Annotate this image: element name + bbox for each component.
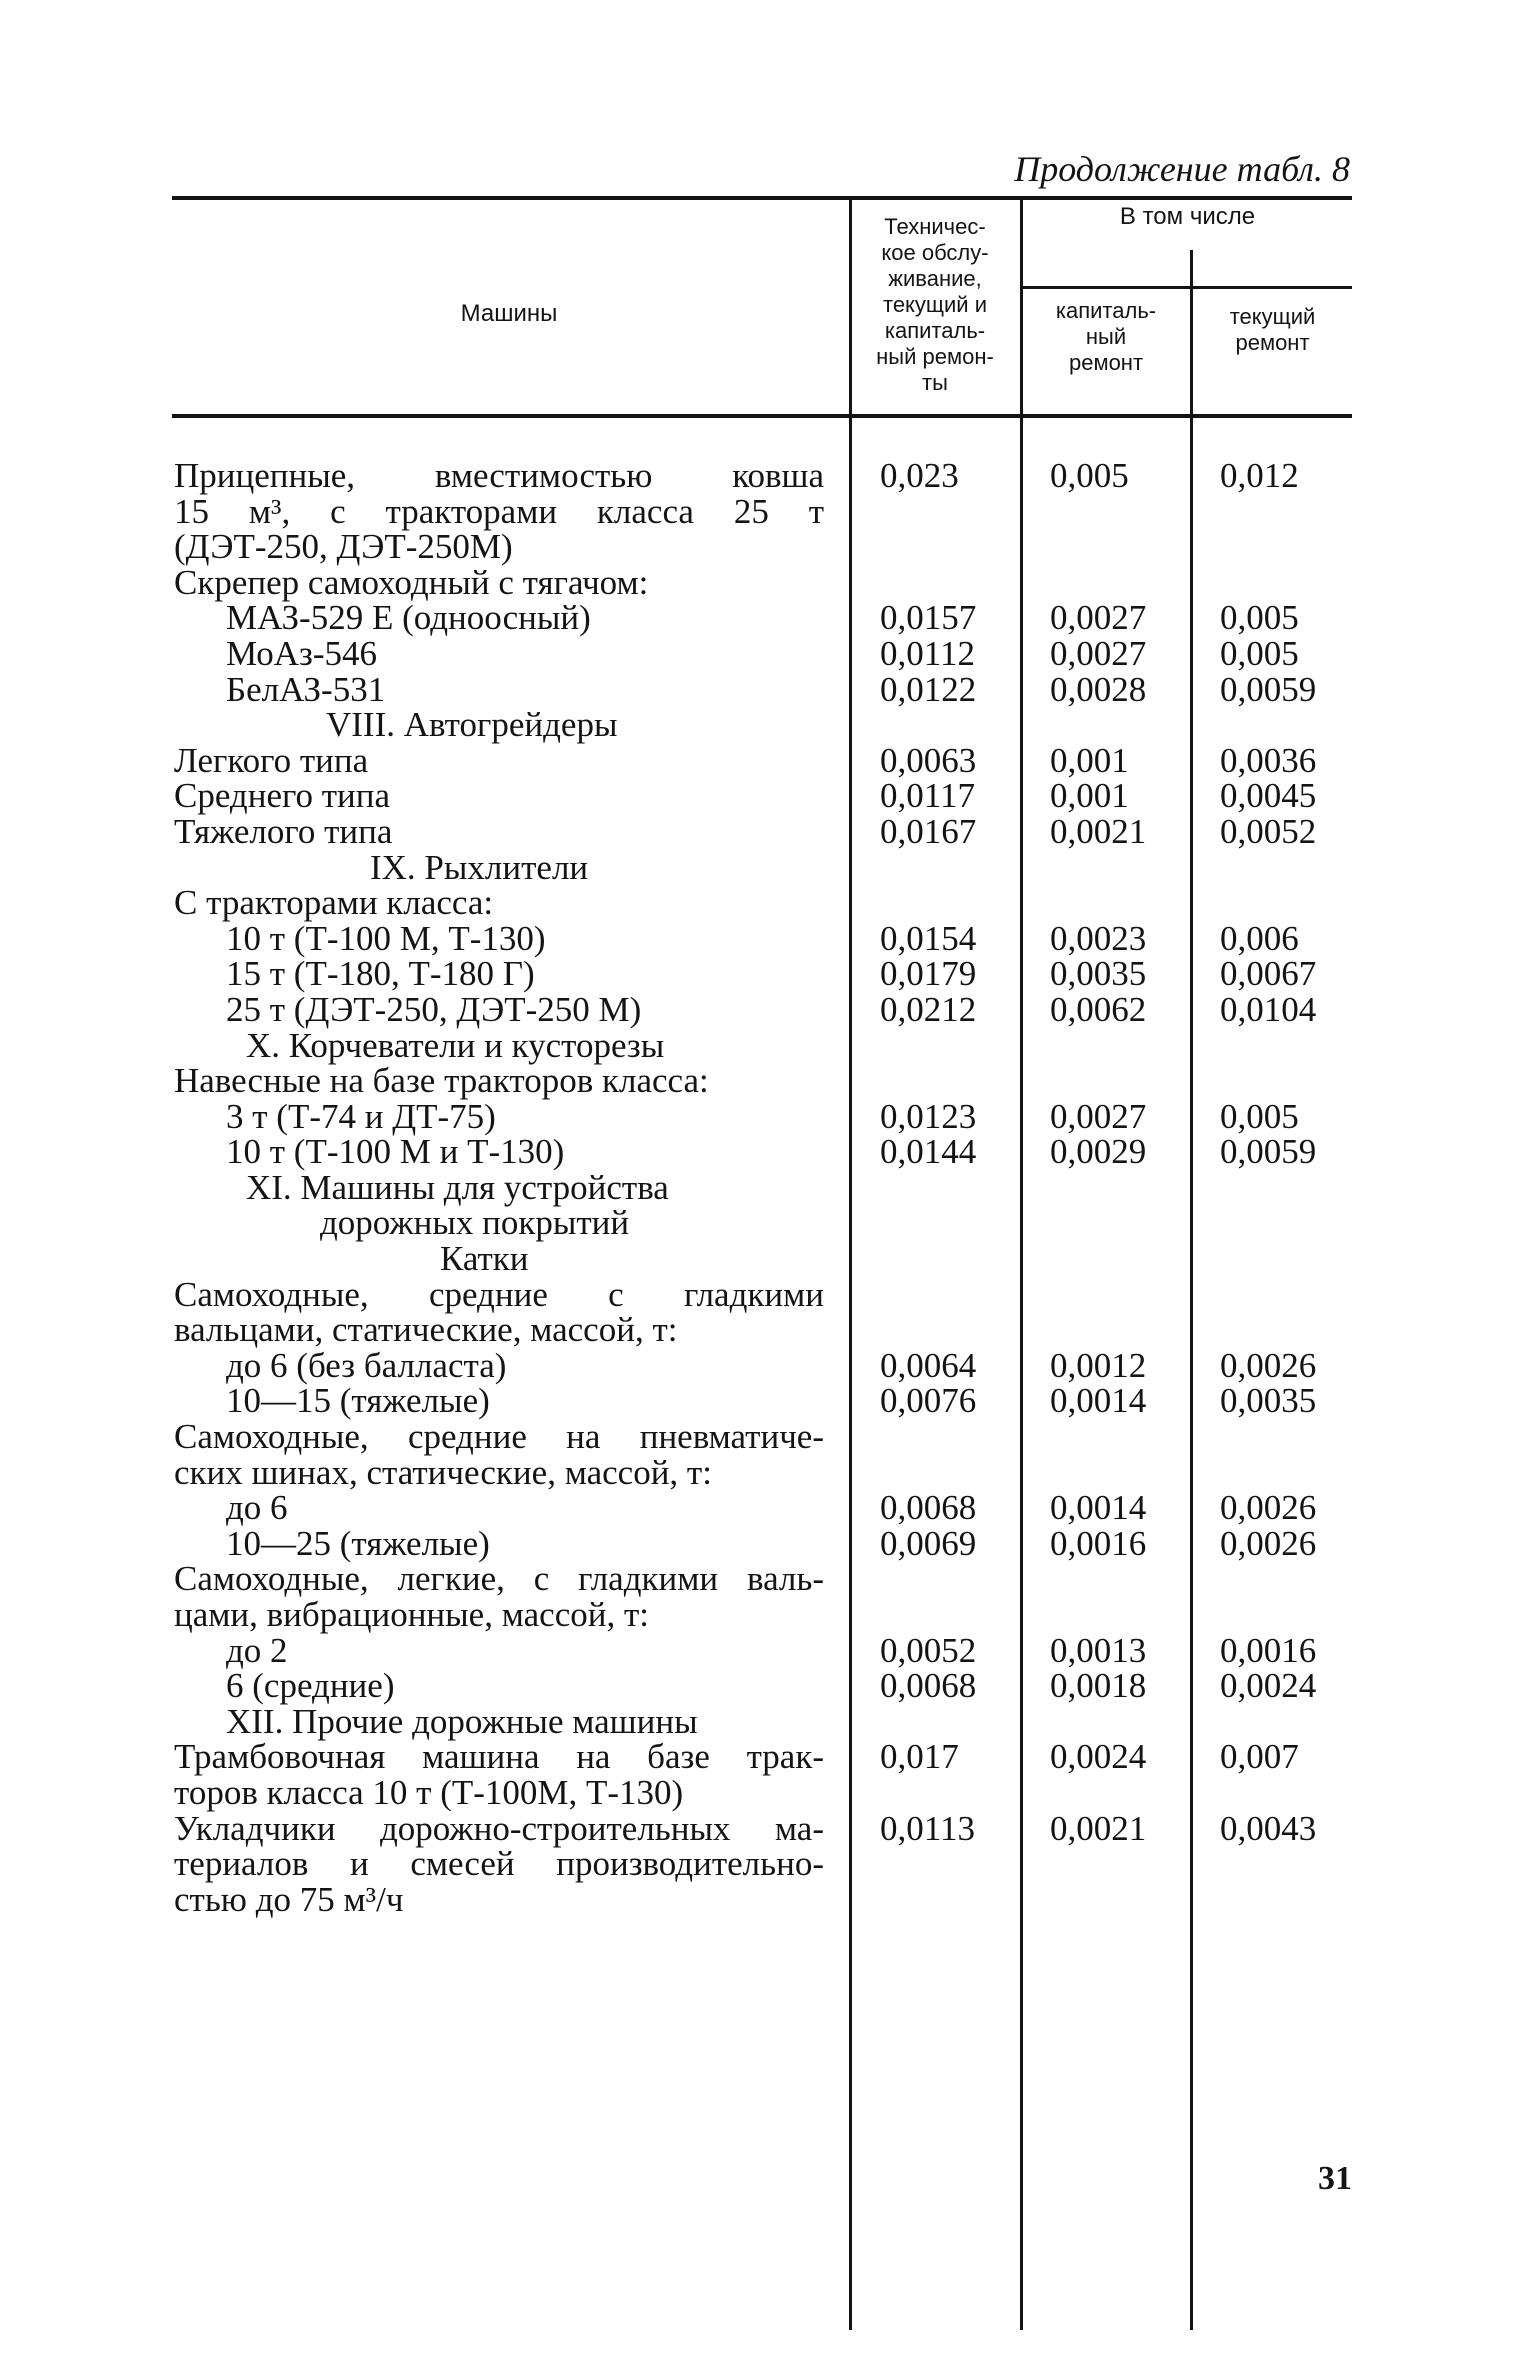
- value-cell: 0,0122: [880, 669, 977, 709]
- row-label: 10—15 (тяжелые): [226, 1381, 490, 1421]
- value-cell: [1050, 1063, 1146, 1099]
- value-cell: 0,0112: [880, 633, 975, 673]
- value-cell: 0,0029: [1050, 1132, 1147, 1172]
- value-cell: 0,007: [1220, 1737, 1299, 1777]
- value-cell: 0,0144: [880, 1132, 977, 1172]
- page-number: 31: [1318, 2160, 1352, 2197]
- value-cell: [1220, 885, 1316, 921]
- value-cell: 0,0021: [1050, 1808, 1147, 1848]
- value-cell: [1050, 1277, 1146, 1313]
- value-cell: [1220, 1241, 1316, 1277]
- value-cell: 0,005: [1050, 456, 1129, 495]
- row-label: 10—25 (тяжелые): [226, 1523, 490, 1563]
- value-cell: [1220, 529, 1316, 565]
- value-cell: [880, 529, 976, 565]
- value-cell: [1050, 1882, 1146, 1918]
- value-cell: 0,0212: [880, 989, 977, 1029]
- value-cell: 0,023: [880, 456, 959, 495]
- value-cell: [1220, 1063, 1316, 1099]
- value-cell: 0,0027: [1050, 633, 1147, 673]
- column-divider-3: [1190, 250, 1193, 2330]
- row-label: ских шинах, статические, массой, т:: [174, 1452, 712, 1492]
- row-label: 25 т (ДЭТ-250, ДЭТ-250 М): [226, 989, 642, 1029]
- value-cell: [880, 1597, 976, 1633]
- row-label: Среднего типа: [174, 776, 391, 816]
- value-cell: 0,0064: [880, 1345, 977, 1385]
- row-label: Навесные на базе тракторов класса:: [174, 1061, 709, 1101]
- value-cell: 0,0063: [880, 740, 977, 780]
- row-label: вальцами, статические, массой, т:: [174, 1310, 678, 1350]
- value-cell: 0,0059: [1220, 1132, 1317, 1172]
- value-cell: 0,0012: [1050, 1345, 1147, 1385]
- col-technical: [880, 458, 976, 1917]
- row-label: Укладчики дорожно-строительных ма-: [174, 1808, 824, 1848]
- value-cell: [1050, 1597, 1146, 1633]
- value-cell: [1050, 1419, 1146, 1455]
- row-label: до 6: [226, 1488, 288, 1528]
- value-cell: [880, 1277, 976, 1313]
- section-heading: IX. Рыхлители: [370, 847, 589, 887]
- value-cell: 0,005: [1220, 1096, 1299, 1136]
- value-cell: [880, 707, 976, 743]
- value-cell: 0,0035: [1220, 1381, 1317, 1421]
- value-cell: 0,0014: [1050, 1488, 1147, 1528]
- subheader-rule: [1020, 286, 1352, 289]
- row-label: Прицепные, вместимостью ковша: [174, 456, 824, 495]
- row-label: 3 т (Т-74 и ДТ-75): [226, 1096, 496, 1136]
- value-cell: 0,0123: [880, 1096, 977, 1136]
- value-cell: [1050, 850, 1146, 886]
- header-capital: капиталь- ный ремонт: [1055, 298, 1157, 375]
- value-cell: [1050, 1561, 1146, 1597]
- header-machines: Машины: [460, 300, 558, 327]
- value-cell: 0,0179: [880, 954, 977, 994]
- value-cell: [1220, 1704, 1316, 1740]
- value-cell: [880, 850, 976, 886]
- value-cell: 0,0026: [1220, 1488, 1317, 1528]
- section-heading: X. Корчеватели и кусторезы: [246, 1025, 665, 1065]
- value-cell: 0,0013: [1050, 1630, 1147, 1670]
- value-cell: [1050, 565, 1146, 601]
- value-cell: 0,0068: [880, 1488, 977, 1528]
- value-cell: [1220, 1419, 1316, 1455]
- value-cell: 0,0026: [1220, 1345, 1317, 1385]
- row-label: Самоходные, средние на пневматиче-: [174, 1417, 824, 1457]
- column-divider-2: [1020, 200, 1023, 2330]
- row-label: 15 м³, с тракторами класса 25 т: [174, 491, 824, 531]
- value-cell: [1220, 1170, 1316, 1206]
- value-cell: [1050, 885, 1146, 921]
- value-cell: [1220, 565, 1316, 601]
- header-technical: Техничес- кое обслу- живание, текущий и капиталь- ный ремон- ты: [876, 214, 994, 395]
- value-cell: [1050, 1170, 1146, 1206]
- row-label: 10 т (Т-100 М и Т-130): [226, 1132, 565, 1172]
- section-heading: XII. Прочие дорожные машины: [226, 1701, 698, 1741]
- value-cell: [1220, 1882, 1316, 1918]
- value-cell: 0,0045: [1220, 776, 1317, 816]
- value-cell: 0,0024: [1050, 1737, 1147, 1777]
- value-cell: 0,0104: [1220, 989, 1317, 1029]
- value-cell: [1220, 1277, 1316, 1313]
- value-cell: 0,0016: [1050, 1523, 1147, 1563]
- row-label: Тяжелого типа: [174, 811, 393, 851]
- value-cell: [880, 1419, 976, 1455]
- value-cell: 0,0018: [1050, 1666, 1147, 1706]
- value-cell: 0,005: [1220, 633, 1299, 673]
- value-cell: [1050, 529, 1146, 565]
- value-cell: 0,0117: [880, 776, 975, 816]
- value-cell: [880, 1846, 976, 1882]
- value-cell: 0,0076: [880, 1381, 977, 1421]
- value-cell: [1050, 1028, 1146, 1064]
- value-cell: 0,0027: [1050, 598, 1147, 638]
- row-label: Самоходные, средние с гладкими: [174, 1274, 824, 1314]
- value-cell: 0,0023: [1050, 918, 1147, 958]
- value-cell: [1220, 1597, 1316, 1633]
- value-cell: [880, 1063, 976, 1099]
- section-heading: XI. Машины для устройства: [246, 1167, 669, 1207]
- value-cell: [1220, 1028, 1316, 1064]
- value-cell: [880, 885, 976, 921]
- value-cell: 0,0067: [1220, 954, 1317, 994]
- row-label: С тракторами класса:: [174, 883, 494, 923]
- header-current: текущий ремонт: [1229, 304, 1316, 355]
- row-label: Самоходные, легкие, с гладкими валь-: [174, 1559, 824, 1599]
- section-heading: дорожных покрытий: [320, 1203, 630, 1243]
- value-cell: 0,006: [1220, 918, 1299, 958]
- value-cell: 0,0167: [880, 811, 977, 851]
- value-cell: [1220, 1775, 1316, 1811]
- value-cell: [880, 1455, 976, 1491]
- header-bottom-rule: [172, 414, 1352, 418]
- row-label: 15 т (Т-180, Т-180 Г): [226, 954, 535, 994]
- value-cell: 0,0026: [1220, 1523, 1317, 1563]
- row-label: 6 (средние): [226, 1666, 395, 1706]
- value-cell: [880, 1241, 976, 1277]
- value-cell: 0,0016: [1220, 1630, 1317, 1670]
- value-cell: 0,0059: [1220, 669, 1317, 709]
- value-cell: [1050, 494, 1146, 530]
- value-cell: [1220, 1205, 1316, 1241]
- value-cell: 0,005: [1220, 598, 1299, 638]
- value-cell: 0,0021: [1050, 811, 1147, 851]
- value-cell: [1220, 494, 1316, 530]
- value-cell: 0,0014: [1050, 1381, 1147, 1421]
- value-cell: [1050, 1205, 1146, 1241]
- section-heading: VIII. Автогрейдеры: [326, 705, 618, 745]
- value-cell: 0,017: [880, 1737, 959, 1777]
- section-heading: Катки: [440, 1239, 529, 1279]
- value-cell: 0,0052: [880, 1630, 977, 1670]
- value-cell: [880, 1312, 976, 1348]
- value-cell: 0,001: [1050, 740, 1129, 780]
- value-cell: [1050, 1455, 1146, 1491]
- value-cell: 0,0154: [880, 918, 977, 958]
- value-cell: [880, 1775, 976, 1811]
- value-cell: 0,0024: [1220, 1666, 1317, 1706]
- value-cell: 0,0069: [880, 1523, 977, 1563]
- value-cell: 0,0028: [1050, 669, 1147, 709]
- value-cell: 0,0035: [1050, 954, 1147, 994]
- value-cell: [880, 1205, 976, 1241]
- value-cell: 0,0036: [1220, 740, 1317, 780]
- row-label: Скрепер самоходный с тягачом:: [174, 562, 649, 602]
- value-cell: [1050, 1241, 1146, 1277]
- table-top-rule: [172, 196, 1352, 200]
- row-label: териалов и смесей производительно-: [174, 1844, 824, 1884]
- value-cell: [1050, 1312, 1146, 1348]
- value-cell: 0,0113: [880, 1808, 975, 1848]
- row-label: торов класса 10 т (Т-100М, Т-130): [174, 1772, 684, 1812]
- column-divider-1: [849, 200, 852, 2330]
- value-cell: 0,0068: [880, 1666, 977, 1706]
- value-cell: 0,0062: [1050, 989, 1147, 1029]
- row-label: до 2: [226, 1630, 288, 1670]
- value-cell: [1050, 1704, 1146, 1740]
- machine-names: [174, 458, 824, 1917]
- row-label: до 6 (без балласта): [226, 1345, 507, 1385]
- header-including: В том числе: [1119, 203, 1256, 230]
- row-label: Трамбовочная машина на базе трак-: [174, 1737, 824, 1777]
- value-cell: [1220, 850, 1316, 886]
- value-cell: [1220, 1312, 1316, 1348]
- value-cell: [880, 494, 976, 530]
- value-cell: 0,001: [1050, 776, 1129, 816]
- row-label: МоАз-546: [226, 633, 378, 673]
- row-label: (ДЭТ-250, ДЭТ-250М): [174, 527, 513, 567]
- row-label: 10 т (Т-100 М, Т-130): [226, 918, 546, 958]
- value-cell: [880, 565, 976, 601]
- value-cell: [1220, 1455, 1316, 1491]
- col-current: [1220, 458, 1316, 1917]
- row-label: цами, вибрационные, массой, т:: [174, 1595, 649, 1634]
- value-cell: [1050, 1775, 1146, 1811]
- value-cell: [880, 1028, 976, 1064]
- value-cell: 0,0157: [880, 598, 977, 638]
- row-label: Легкого типа: [174, 740, 369, 780]
- value-cell: 0,0043: [1220, 1808, 1317, 1848]
- value-cell: 0,012: [1220, 456, 1299, 495]
- value-cell: [880, 1882, 976, 1918]
- value-cell: [880, 1561, 976, 1597]
- row-label: БелАЗ-531: [226, 669, 386, 709]
- value-cell: 0,0052: [1220, 811, 1317, 851]
- value-cell: [1220, 1561, 1316, 1597]
- value-cell: [880, 1704, 976, 1740]
- value-cell: [1050, 1846, 1146, 1882]
- row-label: стью до 75 м³/ч: [174, 1879, 404, 1919]
- row-label: МАЗ-529 Е (одноосный): [226, 598, 591, 638]
- col-capital: [1050, 458, 1146, 1917]
- table-caption: Продолжение табл. 8: [1014, 149, 1350, 189]
- value-cell: [1220, 1846, 1316, 1882]
- value-cell: 0,0027: [1050, 1096, 1147, 1136]
- value-cell: [880, 1170, 976, 1206]
- value-cell: [1050, 707, 1146, 743]
- value-cell: [1220, 707, 1316, 743]
